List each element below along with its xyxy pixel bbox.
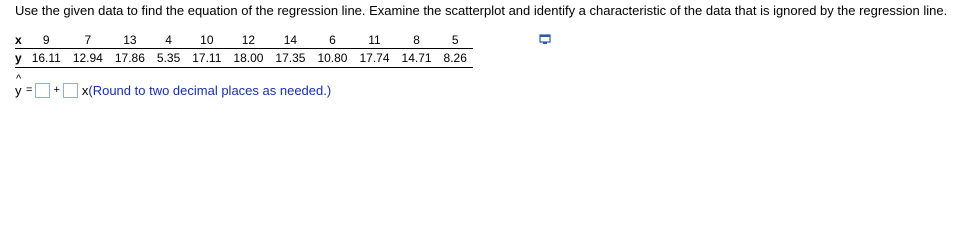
y-value-cell: 17.11 <box>186 49 227 68</box>
x-value-cell: 10 <box>186 33 227 49</box>
x-value-cell: 11 <box>353 33 395 49</box>
y-value-cell: 5.35 <box>151 49 186 68</box>
plus-sign: + <box>53 84 60 96</box>
intercept-input[interactable] <box>35 83 50 98</box>
data-table <box>15 33 473 68</box>
x-value-cell: 9 <box>26 33 67 49</box>
x-value-cell: 12 <box>227 33 269 49</box>
y-value-cell: 8.26 <box>438 49 473 68</box>
y-value-cell: 17.74 <box>353 49 395 68</box>
y-value-cell: 10.80 <box>311 49 353 68</box>
y-row <box>15 49 473 68</box>
x-value-cell: 13 <box>109 33 151 49</box>
x-value-cell: 6 <box>311 33 353 49</box>
x-value-cell: 7 <box>67 33 109 49</box>
x-value-cell: 8 <box>396 33 438 49</box>
y-value-cell: 16.11 <box>26 49 67 68</box>
x-row-label: x <box>15 33 26 49</box>
y-value-cell: 12.94 <box>67 49 109 68</box>
question-instruction: Use the given data to find the equation of the regression line. Examine the scatterplot and identify a characteristic of the data that is ignored by the regression line. <box>15 3 948 18</box>
x-value-cell: 5 <box>438 33 473 49</box>
y-symbol: y <box>15 82 22 98</box>
x-variable: x <box>81 82 89 98</box>
copy-data-icon[interactable] <box>539 34 551 45</box>
y-row-label: y <box>15 49 26 68</box>
x-value-cell: 14 <box>269 33 311 49</box>
y-value-cell: 17.86 <box>109 49 151 68</box>
x-row <box>15 33 473 49</box>
y-value-cell: 18.00 <box>227 49 269 68</box>
slope-input[interactable] <box>63 83 78 98</box>
y-hat-symbol <box>15 72 24 98</box>
y-value-cell: 14.71 <box>396 49 438 68</box>
regression-equation <box>15 72 332 101</box>
equals-sign: = <box>26 84 33 96</box>
hat-accent: ^ <box>16 72 22 85</box>
y-value-cell: 17.35 <box>269 49 311 68</box>
x-value-cell: 4 <box>151 33 186 49</box>
rounding-hint: (Round to two decimal places as needed.) <box>88 82 332 98</box>
